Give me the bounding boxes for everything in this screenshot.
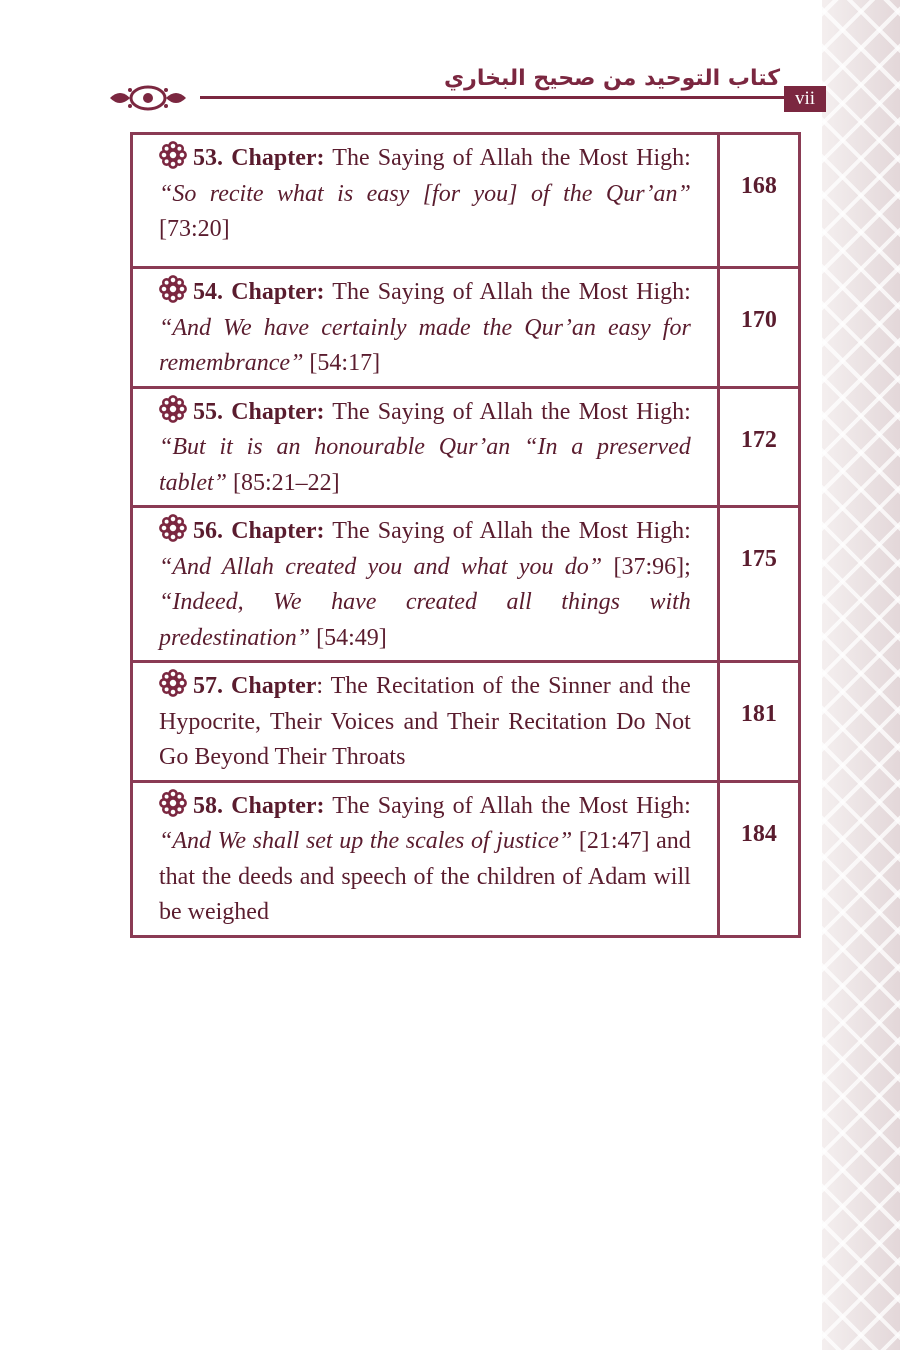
header-ornament-icon — [108, 84, 188, 112]
flower-icon — [159, 275, 187, 303]
entry-text: The Saying of Allah the Most High: — [324, 145, 691, 171]
toc-page-number: 170 — [718, 268, 799, 388]
entry-quote: “And Allah created you and what you do” — [159, 553, 603, 580]
toc-page-number: 184 — [718, 781, 799, 936]
entry-quote-2: “Indeed, We have created all things with predestination” — [159, 589, 691, 651]
chapter-number: 55. — [193, 398, 223, 425]
entry-reference: [85:21–22] — [227, 469, 340, 496]
chapter-number: 58. — [193, 792, 223, 819]
entry-reference: [21:47] and that the deeds and speech of the children of Adam will be weighed — [159, 828, 691, 925]
toc-entry-text — [132, 662, 719, 782]
entry-quote: “And We have certainly made the Qur’an easy for remembrance” — [159, 314, 691, 376]
entry-text: The Saying of Allah the Most High: — [324, 279, 691, 305]
flower-icon — [159, 141, 187, 169]
chapter-label: Chapter: — [231, 145, 325, 171]
toc-page-number: 175 — [718, 507, 799, 662]
toc-entry-text — [132, 387, 719, 507]
toc-row — [132, 387, 800, 507]
chapter-label: Chapter: — [231, 518, 325, 544]
toc-row — [132, 268, 800, 388]
entry-quote: “And We shall set up the scales of justice” — [159, 828, 573, 854]
flower-icon — [159, 514, 187, 542]
header-arabic-title: كتاب التوحيد من صحيح البخاري — [444, 66, 780, 91]
toc-page-number: 172 — [718, 387, 799, 507]
entry-reference: [37:96]; — [602, 553, 691, 580]
entry-text: : The Recitation of the Sinner and the Hypocrite, Their Voices and Their Recitation Do Not Go Beyond Their Throats — [159, 673, 691, 770]
chapter-label: Chapter: — [231, 792, 325, 819]
chapter-number: 53. — [193, 145, 223, 171]
chapter-number: 56. — [193, 518, 223, 544]
toc-entry-text — [132, 268, 719, 388]
flower-icon — [159, 395, 187, 423]
toc-row — [132, 662, 800, 782]
entry-text: The Saying of Allah the Most High: — [324, 518, 691, 544]
toc-entry-text — [132, 134, 719, 268]
entry-text: The Saying of Allah the Most High: — [324, 398, 691, 425]
side-border-pattern — [822, 0, 900, 1350]
entry-reference: [54:17] — [303, 350, 381, 376]
flower-icon — [159, 669, 187, 697]
toc-page-number: 168 — [718, 134, 799, 268]
toc-row — [132, 134, 800, 268]
entry-reference: [73:20] — [159, 216, 230, 242]
entry-reference-2: [54:49] — [310, 624, 387, 651]
toc-entry-text — [132, 507, 719, 662]
header-rule — [200, 96, 784, 99]
toc-page-number: 181 — [718, 662, 799, 782]
chapter-number: 54. — [193, 279, 223, 305]
flower-icon — [159, 789, 187, 817]
toc-entry-text — [132, 781, 719, 936]
entry-quote: “So recite what is easy [for you] of the Qur’an” — [159, 180, 691, 207]
toc-row — [132, 781, 800, 936]
table-of-contents — [130, 132, 801, 938]
chapter-label: Chapter — [231, 673, 317, 699]
entry-text: The Saying of Allah the Most High: — [324, 792, 691, 819]
entry-quote: “But it is an honourable Qur’an “In a preserved tablet” — [159, 434, 691, 496]
chapter-number: 57. — [193, 673, 223, 699]
page-number-badge: vii — [784, 86, 826, 112]
chapter-label: Chapter: — [231, 279, 325, 305]
chapter-label: Chapter: — [231, 398, 325, 425]
toc-row — [132, 507, 800, 662]
